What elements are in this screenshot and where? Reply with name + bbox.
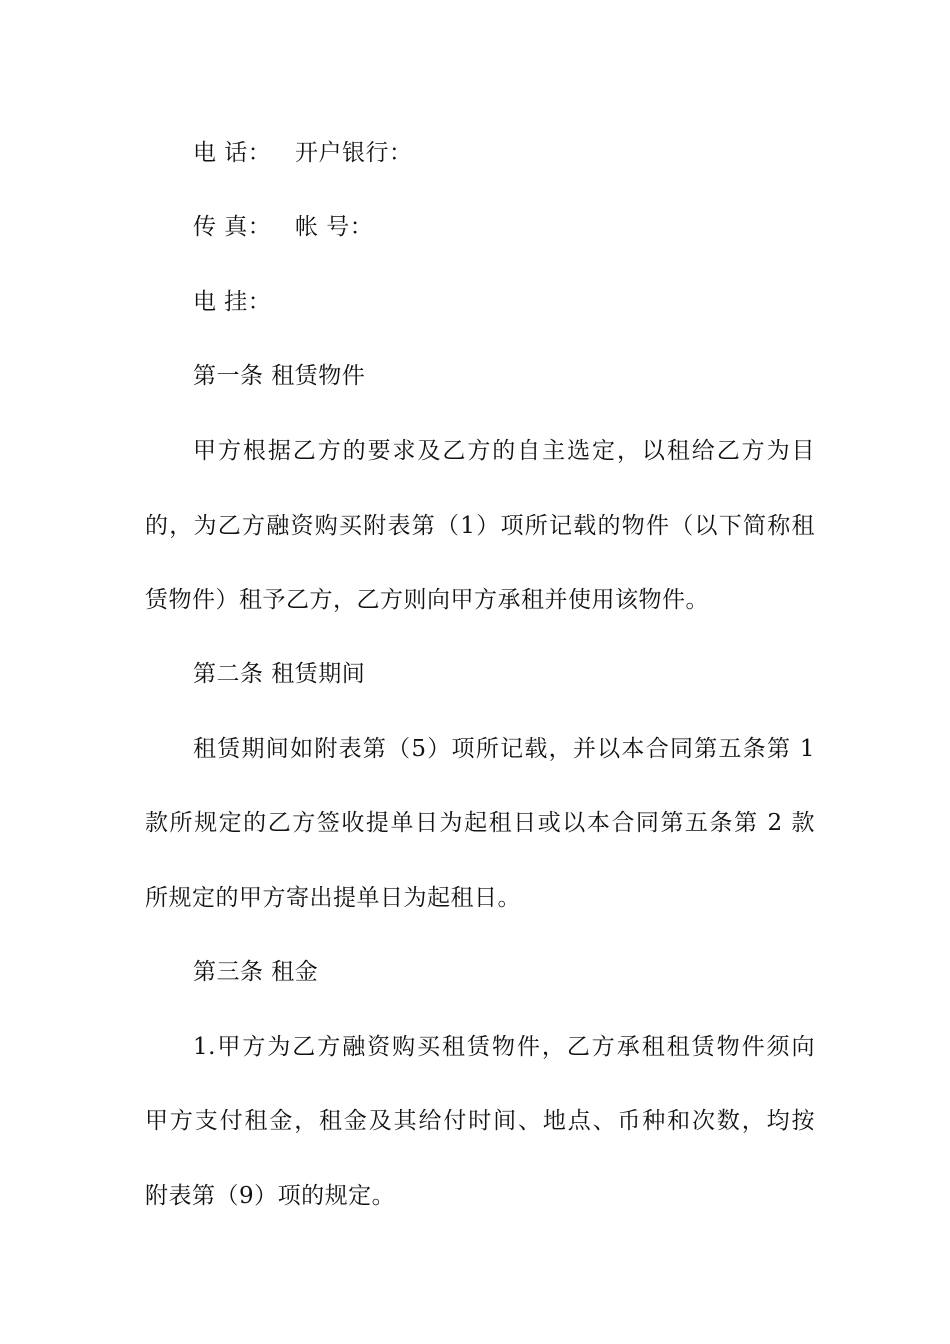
bank-label: 开户银行： <box>294 140 413 166</box>
account-label: 帐 号： <box>294 214 374 240</box>
phone-bank-line <box>193 138 815 168</box>
article1-heading: 第一条 租赁物件 <box>193 363 366 389</box>
article1-line-1: 甲方根据乙方的要求及乙方的自主选定，以租给乙方为目 <box>193 438 815 464</box>
fax-account-line <box>193 212 815 242</box>
article3-heading: 第三条 租金 <box>193 959 319 985</box>
article3-line-1: 1.甲方为乙方融资购买租赁物件，乙方承租租赁物件须向 <box>193 1034 815 1060</box>
article1-line-2: 的，为乙方融资购买附表第（1）项所记载的物件（以下简称租 <box>145 513 815 539</box>
phone-label: 电 话： <box>193 140 272 166</box>
article3-line-2: 甲方支付租金，租金及其给付时间、地点、币种和次数，均按 <box>145 1108 815 1134</box>
telex-label: 电 挂： <box>193 289 272 315</box>
fax-label: 传 真： <box>193 214 272 240</box>
article2-heading: 第二条 租赁期间 <box>193 661 366 687</box>
article3-line-3: 附表第（9）项的规定。 <box>145 1183 396 1209</box>
article2-line-3: 所规定的甲方寄出提单日为起租日。 <box>145 885 521 911</box>
article1-line-3: 赁物件）租予乙方，乙方则向甲方承租并使用该物件。 <box>145 587 709 613</box>
article2-line-2: 款所规定的乙方签收提单日为起租日或以本合同第五条第 2 款 <box>145 810 815 836</box>
article2-line-1: 租赁期间如附表第（5）项所记载，并以本合同第五条第 1 <box>193 736 815 762</box>
